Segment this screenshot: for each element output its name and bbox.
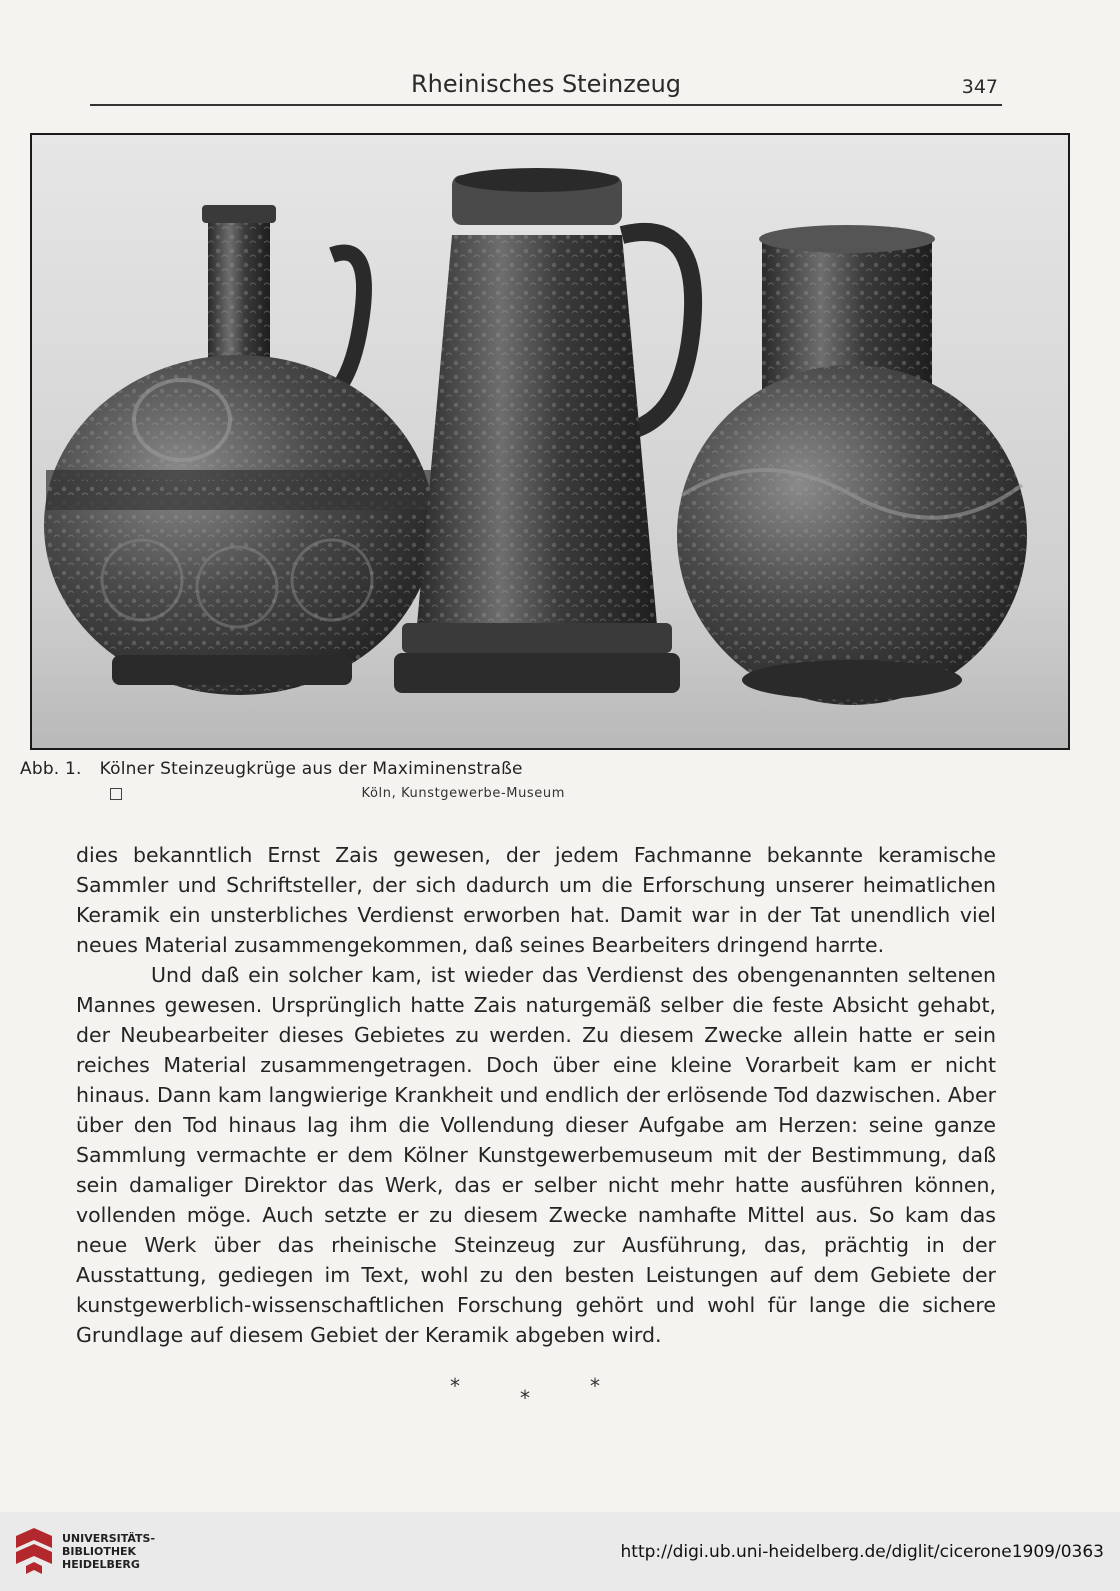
- stoneware-jugs-photo: [32, 135, 1068, 748]
- figure-photograph: [30, 133, 1070, 750]
- asterisk: *: [520, 1386, 530, 1410]
- figure-caption: [20, 759, 523, 779]
- asterisk: *: [450, 1374, 460, 1398]
- section-separator: [440, 1374, 630, 1410]
- caption-label: Abb. 1.: [20, 759, 82, 779]
- library-name: UNIVERSITÄTS- BIBLIOTHEK HEIDELBERG: [62, 1532, 156, 1571]
- paragraph: Und daß ein solcher kam, ist wieder das Verdienst des obengenannten seltenen Mannes gewesen. Ursprünglich hatte Zais naturgemäß selber die feste Absicht gehabt, der Neubearbeiter dieses Gebietes zu werden. Zu diesem Zwecke allein hatte er sein reiches Material zusammengetragen. Doch über eine kleine Vorarbeit kam er nicht hinaus. Dann kam langwierige Krankheit und endlich der erlösende Tod dazwischen. Aber über den Tod hinaus lag ihm die Vollendung dieser Aufgabe am Herzen: seine ganze Sammlung vermachte er dem Kölner Kunstgewerbemuseum mit der Bestimmung, daß sein damaliger Direktor das Werk, das er selber nicht mehr hatte ausführen können, vollenden möge. Auch setzte er zu diesem Zwecke namhafte Mittel aus. So kam das neue Werk über das rheinische Steinzeug zur Ausführung, das, prächtig in der Ausstattung, gediegen im Text, wohl zu den besten Leistungen auf dem Gebiete der kunstgewerblich-wissenschaftlichen Forschung gehört und wohl für lange die sichere Grundlage auf diesem Gebiet der Keramik abgeben wird.: [76, 963, 996, 1347]
- square-marker-icon: [110, 788, 122, 800]
- running-head: [90, 66, 1002, 106]
- university-library-logo-icon: [12, 1526, 56, 1576]
- figure-credit-line: [110, 786, 565, 801]
- digitization-footer: [0, 1512, 1120, 1591]
- caption-text: Kölner Steinzeugkrüge aus der Maximinenstraße: [99, 759, 523, 779]
- running-title: Rheinisches Steinzeug: [410, 70, 682, 98]
- source-url-link[interactable]: http://digi.ub.uni-heidelberg.de/diglit/cicerone1909/0363: [620, 1542, 1104, 1562]
- asterisk: *: [590, 1374, 600, 1398]
- body-text: [76, 840, 996, 1350]
- page-number: 347: [961, 76, 998, 98]
- paragraph: dies bekanntlich Ernst Zais gewesen, der jedem Fachmanne bekannte keramische Sammler und Schriftsteller, der sich dadurch um die Erforschung unserer heimatlichen Keramik ein unsterbliches Verdienst erworben hat. Damit war in der Tat unendlich viel neues Material zusammengekommen, daß seines Bearbeiters dringend harrte.: [76, 843, 996, 957]
- figure-credit: Köln, Kunstgewerbe-Museum: [361, 786, 565, 801]
